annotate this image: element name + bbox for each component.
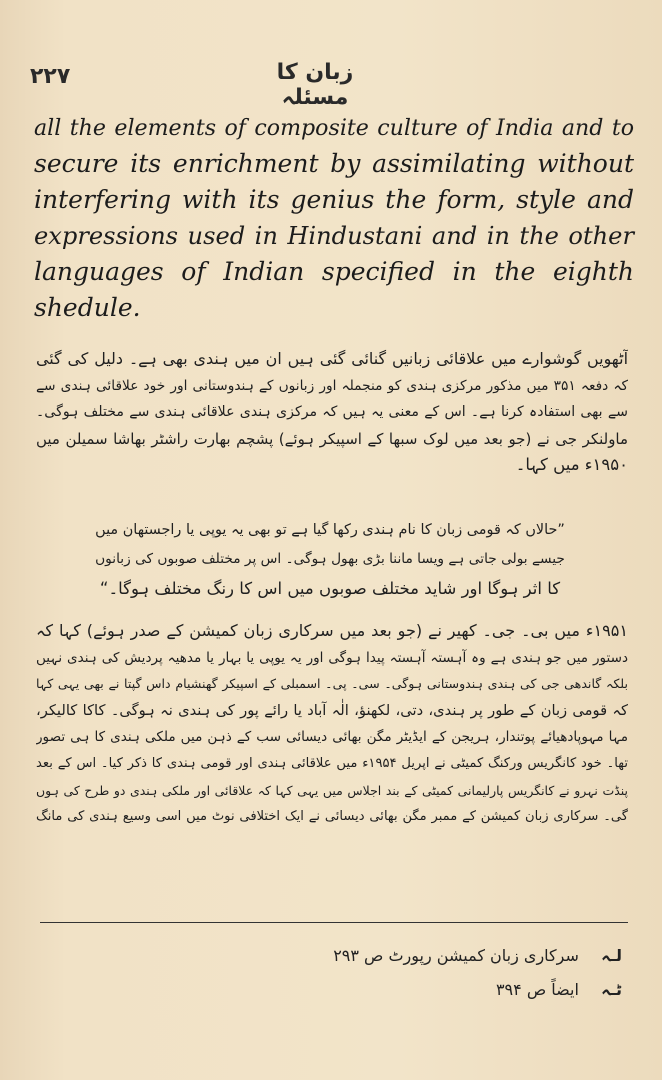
urdu-blockquote <box>90 516 570 603</box>
urdu-line: دستور میں جو ہندی ہے وہ آہستہ آہستہ پیدا ہوگی اور یہ یوپی یا بہار یا مدھیہ پردیش کی ہندی نہیں <box>36 649 628 666</box>
urdu-paragraph-1 <box>36 346 628 479</box>
urdu-line: سے بھی استفادہ کرنا ہے۔ اس کے معنی یہ ہیں کہ مرکزی ہندی علاقائی ہندی سے مختلف ہوگی۔ <box>36 404 628 421</box>
footnote-mark: ٹـہ <box>601 980 622 999</box>
page-number: ۲۲۷ <box>30 64 71 89</box>
urdu-paragraph-2 <box>36 618 628 831</box>
english-line: secure its enrichment by assimilating without <box>34 149 634 178</box>
english-line: interfering with its genius the form, style and <box>34 185 634 214</box>
english-line: shedule. <box>34 293 141 322</box>
urdu-line: بلکہ گاندھی جی کی ہندی ہندوستانی ہوگی۔ سی۔ پی۔ اسمبلی کے اسپیکر گھنشیام داس گپتا نے بھی یہی کہا <box>36 676 628 692</box>
quote-line: جیسے بولی جاتی ہے ویسا ماننا بڑی بھول ہوگی۔ اس پر مختلف صوبوں کی زبانوں <box>95 551 565 567</box>
footnote-text: ایضاً ص ۳۹۴ <box>495 980 579 999</box>
english-quotation <box>34 110 634 326</box>
urdu-line: آٹھویں گوشوارے میں علاقائی زبانیں گنائی گئی ہیں ان میں ہندی بھی ہے۔ دلیل کی گئی <box>36 349 628 368</box>
urdu-line: کہ دفعہ ۳۵۱ میں مذکور مرکزی ہندی کو منجملہ اور زبانوں کے ہندوستانی اور خود علاقائی ہندی سے <box>36 377 628 394</box>
english-line: languages of Indian specified in the eighth <box>34 257 634 286</box>
urdu-line: ماولنکر جی نے (جو بعد میں لوک سبھا کے اسپیکر ہوئے) پشچم بھارت راشٹر بھاشا سمیلن میں <box>36 429 628 448</box>
urdu-line: گی۔ سرکاری زبان کمیشن کے ممبر مگن بھائی دیسائی نے ایک اختلافی نوٹ میں اسی وسیع ہندی کی مانگ <box>36 809 628 825</box>
page-header <box>0 56 662 110</box>
footnote-text: سرکاری زبان کمیشن رپورٹ ص ۲۹۳ <box>333 946 579 965</box>
english-line: all the elements of composite culture of India and to <box>34 115 634 141</box>
urdu-line: پنڈت نہرو نے کانگریس پارلیمانی کمیٹی کے بند اجلاس میں یہی کہا کہ علاقائی اور ملکی ہندی دو طرح کی ہوں <box>36 782 628 798</box>
footnote-mark: لـہ <box>601 946 622 965</box>
urdu-line: تھا۔ خود کانگریس ورکنگ کمیٹی نے اپریل ۱۹۵۴ء میں علاقائی ہندی اور قومی ہندی کا ذکر کیا۔ اس کے بعد <box>36 755 628 771</box>
urdu-line: کہ قومی زبان کے طور پر ہندی، دتی، لکھنؤ، الٰہ آباد یا رائے پور کی ہندی نہ ہوگی۔ کاکا کالیکر، <box>36 701 628 719</box>
urdu-line: ۱۹۵۱ء میں بی۔ جی۔ کھیر نے (جو بعد میں سرکاری زبان کمیشن کے صدر ہوئے) کہا کہ <box>36 621 628 640</box>
quote-line: ”حالاں کہ قومی زبان کا نام ہندی رکھا گیا ہے تو بھی یہ یوپی یا راجستھان میں <box>95 522 565 538</box>
footnote-divider <box>40 922 628 923</box>
english-line: expressions used in Hindustani and in the other <box>34 222 634 250</box>
urdu-line: مہا مہوپادھیائے پوتندار، ہریجن کے ایڈیٹر مگن بھائی دیسائی سب کے ذہن میں ملکی ہندی کا ہی تصور <box>36 729 628 746</box>
footnote-1 <box>333 946 622 965</box>
urdu-line: ۱۹۵۰ء میں کہا۔ <box>515 455 628 475</box>
quote-line: کا اثر ہوگا اور شاید مختلف صوبوں میں اس کا رنگ مختلف ہوگا۔“ <box>99 579 561 598</box>
running-title: زبان کا مسئلہ <box>276 60 354 110</box>
footnote-2 <box>496 980 622 999</box>
